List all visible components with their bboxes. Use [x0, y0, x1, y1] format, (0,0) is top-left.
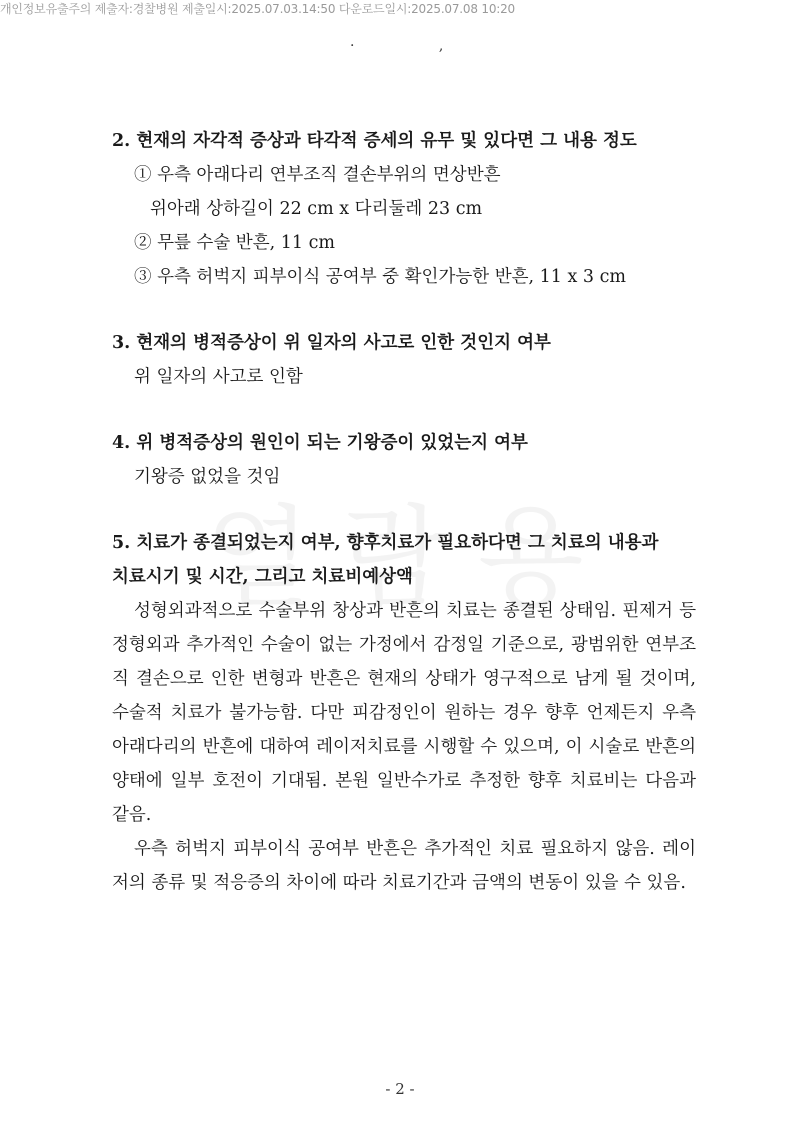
section-2-heading: 2. 현재의 자각적 증상과 타각적 증세의 유무 및 있다면 그 내용 정도 — [112, 131, 637, 151]
page-number: - 2 - — [385, 1080, 415, 1098]
scan-marks: · , — [350, 38, 484, 54]
section-4 — [112, 426, 696, 494]
section-3-heading: 3. 현재의 병적증상이 위 일자의 사고로 인한 것인지 여부 — [112, 333, 551, 353]
section-5-paragraph-1: 성형외과적으로 수술부위 창상과 반흔의 치료는 종결된 상태임. 핀제거 등 정형외과 추가적인 수술이 없는 가정에서 감정일 기준으로, 광범위한 연부조직 결손으로 인한 변형과 반흔은 현재의 상태가 영구적으로 남게 될 것이며, 수술적 치료가 불가능함. 다만 피감정인이 원하는 경우 향후 언제든지 우측 아래다리의 반흔에 대하여 레이저치료를 시행할 수 있으며, 이 시술로 반흔의 양태에 일부 호전이 기대됨. 본원 일반수가로 추정한 향후 치료비는 다음과 같음. — [112, 601, 696, 825]
symptom-item-1-detail: 위아래 상하길이 22 cm x 다리둘레 23 cm — [150, 199, 483, 219]
section-2 — [112, 124, 696, 294]
section-4-heading: 4. 위 병적증상의 원인이 되는 기왕증이 있었는지 여부 — [112, 433, 528, 453]
section-3-answer: 위 일자의 사고로 인함 — [134, 367, 303, 387]
section-5-heading-line2: 치료시기 및 시간, 그리고 치료비예상액 — [112, 567, 413, 587]
section-3 — [112, 326, 696, 394]
section-5 — [112, 526, 696, 900]
section-5-paragraph-2: 우측 허벅지 피부이식 공여부 반흔은 추가적인 치료 필요하지 않음. 레이저의 종류 및 적응증의 차이에 따라 치료기간과 금액의 변동이 있을 수 있음. — [112, 839, 696, 893]
symptom-item-3: ③ 우측 허벅지 피부이식 공여부 중 확인가능한 반흔, 11 x 3 cm — [134, 267, 627, 287]
section-5-heading-line1: 5. 치료가 종결되었는지 여부, 향후치료가 필요하다면 그 치료의 내용과 — [112, 533, 659, 553]
symptom-item-1: ① 우측 아래다리 연부조직 결손부위의 면상반흔 — [134, 165, 501, 185]
symptom-item-2: ② 무릎 수술 반흔, 11 cm — [134, 233, 335, 253]
download-info-stamp: 개인정보유출주의 제출자:경찰병원 제출일시:2025.07.03.14:50 다운로드일시:2025.07.08 10:20 — [0, 2, 515, 16]
section-4-answer: 기왕증 없었을 것임 — [134, 467, 281, 487]
document-body — [112, 124, 696, 932]
